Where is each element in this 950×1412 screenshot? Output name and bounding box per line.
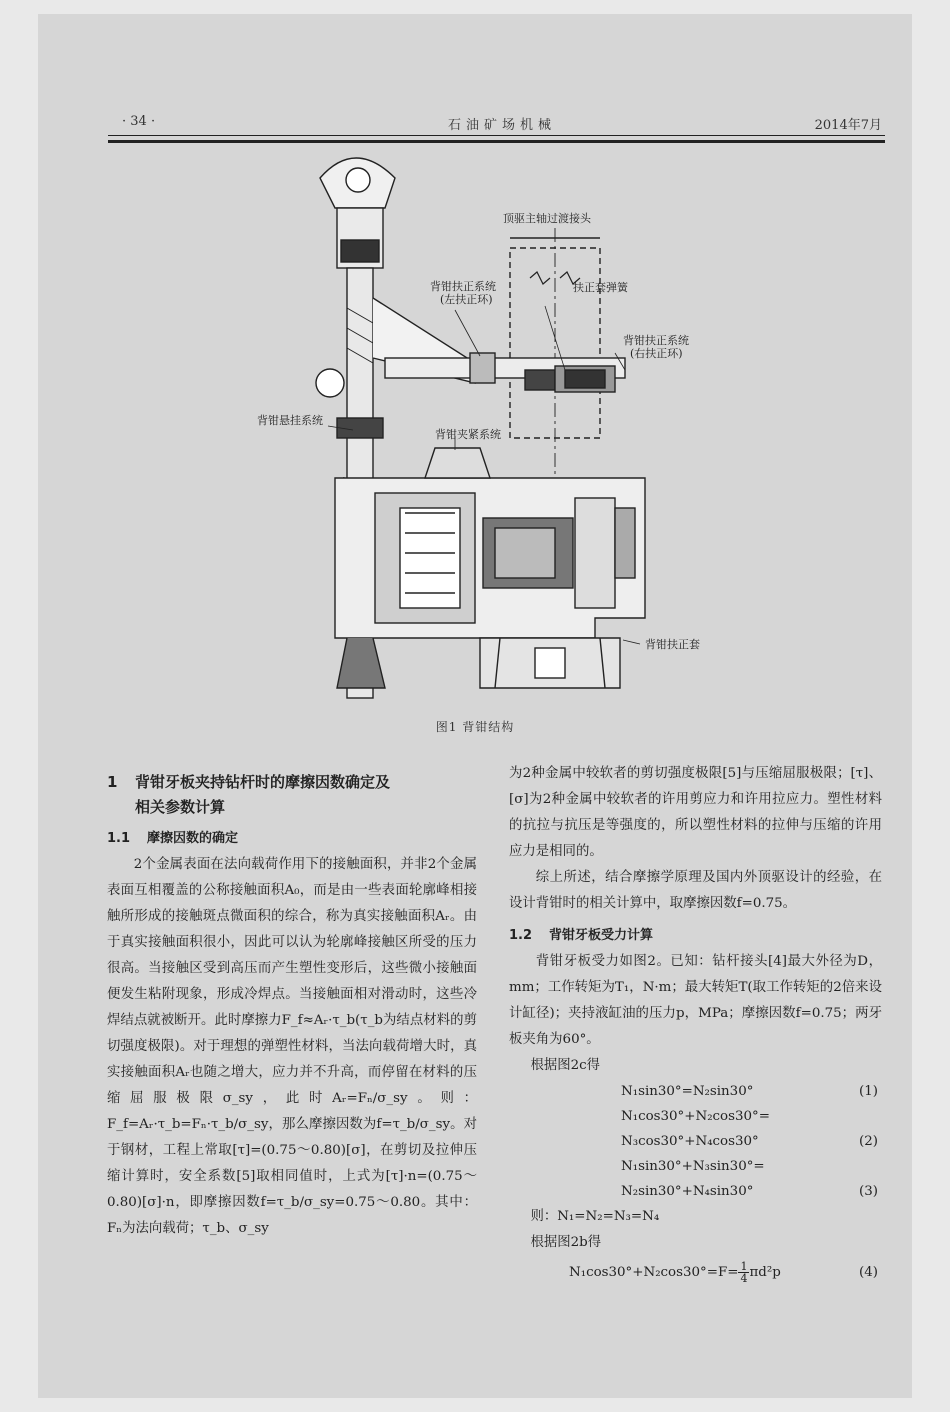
lug-hole bbox=[346, 168, 370, 192]
paragraph: 背钳牙板受力如图2。已知：钻杆接头[4]最大外径为D，mm；工作转矩为T₁，N·m；最大转矩T(取工作转矩的2倍来设计缸径)；夹持液缸油的压力p，MPa；摩擦因数f=0.75；两牙板夹角为60°。 bbox=[509, 954, 882, 1047]
equation: N₁cos30°+N₂cos30°= bbox=[621, 1109, 770, 1124]
equation: N₁sin30°=N₂sin30° (1) bbox=[621, 1084, 878, 1099]
journal-title: 石油矿场机械 bbox=[447, 118, 556, 133]
label-left-ring-sub: (左扶正环) bbox=[440, 293, 493, 306]
equation: N₁sin30°+N₃sin30°= bbox=[621, 1159, 765, 1174]
right-column bbox=[509, 761, 882, 1290]
label-left-ring: 背钳扶正系统 bbox=[430, 280, 496, 293]
header-rule-thin bbox=[108, 135, 885, 136]
label-sleeve: 背钳扶正套 bbox=[645, 638, 700, 651]
page-number: · 34 · bbox=[122, 114, 156, 129]
equation: N₂sin30°+N₄sin30° (3) bbox=[621, 1184, 878, 1199]
paragraph: 为2种金属中较软者的剪切强度极限[5]与压缩屈服极限；[τ]、[σ]为2种金属中较软者的许用剪应力和许用拉应力。塑性材料的抗拉与抗压是等强度的，所以塑性材料的拉伸与压缩的许用应力是相同的。 bbox=[509, 766, 882, 859]
figure-caption: 图1 背钳结构 bbox=[435, 720, 515, 734]
section-heading-1: 1 背钳牙板夹持钻杆时的摩擦因数确定及 相关参数计算 bbox=[107, 773, 391, 816]
paragraph: 综上所述，结合摩擦学原理及国内外顶驱设计的经验，在设计背钳时的相关计算中，取摩擦因数f=0.75。 bbox=[509, 870, 882, 911]
label-clamp: 背钳夹紧系统 bbox=[435, 428, 501, 441]
label-top-sub: 顶驱主轴过渡接头 bbox=[503, 212, 591, 225]
equation-result: 则：N₁=N₂=N₃=N₄ bbox=[530, 1209, 660, 1224]
left-column bbox=[107, 770, 477, 1242]
label-right-ring: 背钳扶正系统 bbox=[623, 334, 689, 347]
running-header bbox=[122, 114, 882, 134]
equation-intro: 根据图2b得 bbox=[530, 1235, 602, 1250]
paragraph: 2个金属表面在法向载荷作用下的接触面积，并非2个金属表面互相覆盖的公称接触面积A₀，而是由一些表面轮廓峰相接触所形成的接触斑点微面积的综合，称为真实接触面积Aᵣ。由于真实接触面积很小，因此可以认为轮廓峰接触区所受的压力很高。当接触区受到高压而产生塑性变形后，这些微小接触面便发生粘附现象，形成冷焊点。当接触面相对滑动时，这些冷焊结点就被断开。此时摩擦力F_f≈Aᵣ·τ_b(τ_b为结点材料的剪切强度极限)。对于理想的弹塑性材料，当法向载荷增大时，真实接触面积Aᵣ也随之增大，应力并不升高，而停留在材料的压缩屈服极限σ_sy，此时Aᵣ=Fₙ/σ_sy。则：F_f=Aᵣ·τ_b=Fₙ·τ_b/σ_sy，那么摩擦因数为f=τ_b/σ_sy。对于钢材，工程上常取[τ]=(0.75～0.80)[σ]，在剪切及拉伸压缩计算时，安全系数[5]取相同值时，上式为[τ]·n=(0.75～0.80)[σ]·n，即摩擦因数f=τ_b/σ_sy=0.75～0.80。其中：Fₙ为法向载荷；τ_b、σ_sy bbox=[107, 857, 477, 1236]
subsection-heading-1-2: 1.2 背钳牙板受力计算 bbox=[509, 928, 654, 943]
label-right-ring-sub: (右扶正环) bbox=[630, 347, 683, 360]
equation-4: N₁cos30°+N₂cos30°=F= $\frac{1}{4}$ πd²p (4) bbox=[569, 1260, 878, 1285]
subsection-heading-1-1: 1.1 摩擦因数的确定 bbox=[107, 831, 239, 846]
header-rule-thick bbox=[108, 140, 885, 143]
label-hanging: 背钳悬挂系统 bbox=[257, 414, 323, 427]
label-spring: 扶正套弹簧 bbox=[573, 281, 628, 294]
back-tong-structure-diagram bbox=[225, 148, 705, 708]
equation-intro: 根据图2c得 bbox=[530, 1058, 601, 1073]
equation: N₃cos30°+N₄cos30° (2) bbox=[621, 1134, 878, 1149]
issue-date: 2014年7月 bbox=[814, 118, 882, 133]
